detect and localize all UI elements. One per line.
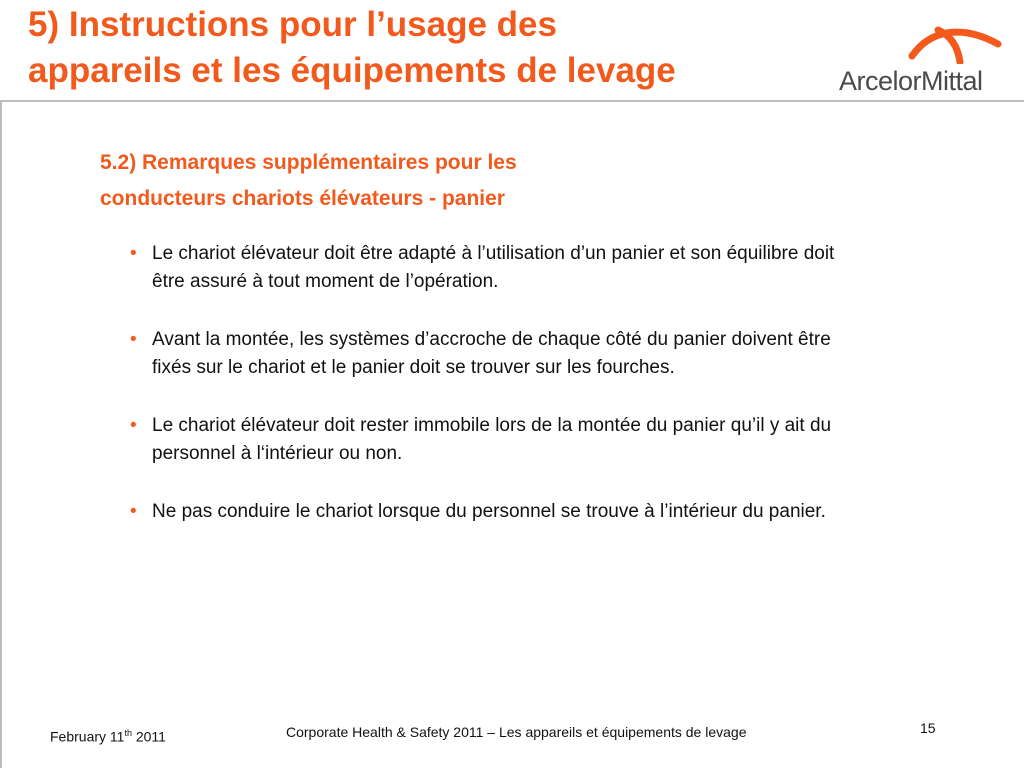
list-item: [130, 498, 870, 526]
footer-text: Corporate Health & Safety 2011 – Les appareils et équipements de levage: [286, 724, 747, 740]
logo-text: ArcelorMittal: [839, 66, 983, 96]
section-subtitle: 5.2) Remarques supplémentaires pour les conducteurs chariots élévateurs - panier: [100, 151, 517, 210]
footer-date-sup: th: [124, 728, 132, 738]
left-border: [0, 100, 2, 768]
arcelormittal-logo-icon: [902, 22, 1002, 64]
bullet-dot-icon: •: [130, 415, 137, 436]
page-number: 15: [920, 720, 936, 736]
bullet-dot-icon: •: [130, 501, 137, 522]
company-logo: [832, 22, 1002, 102]
bullet-text: Le chariot élévateur doit rester immobile lors de la montée du panier qu’il y ait du personnel à l‘intérieur ou non.: [152, 415, 832, 464]
slide-title: 5) Instructions pour l’usage des appareils et les équipements de levage: [28, 5, 676, 90]
bullet-list: [130, 240, 870, 556]
bullet-text: Le chariot élévateur doit être adapté à l’utilisation d’un panier et son équilibre doit être assuré à tout moment de l’opération.: [152, 243, 835, 292]
list-item: [130, 240, 870, 296]
list-item: [130, 412, 870, 468]
bullet-text: Avant la montée, les systèmes d’accroche de chaque côté du panier doivent être fixés sur le chariot et le panier doit se trouver sur les fourches.: [152, 329, 831, 378]
bullet-dot-icon: •: [130, 243, 137, 264]
footer-date-prefix: February 11: [50, 728, 125, 745]
footer-date-suffix: 2011: [131, 728, 166, 745]
footer-date: [50, 728, 166, 745]
bullet-text: Ne pas conduire le chariot lorsque du personnel se trouve à l’intérieur du panier.: [152, 501, 826, 522]
bullet-dot-icon: •: [130, 329, 137, 350]
header-divider: [0, 100, 1024, 102]
list-item: [130, 326, 870, 382]
